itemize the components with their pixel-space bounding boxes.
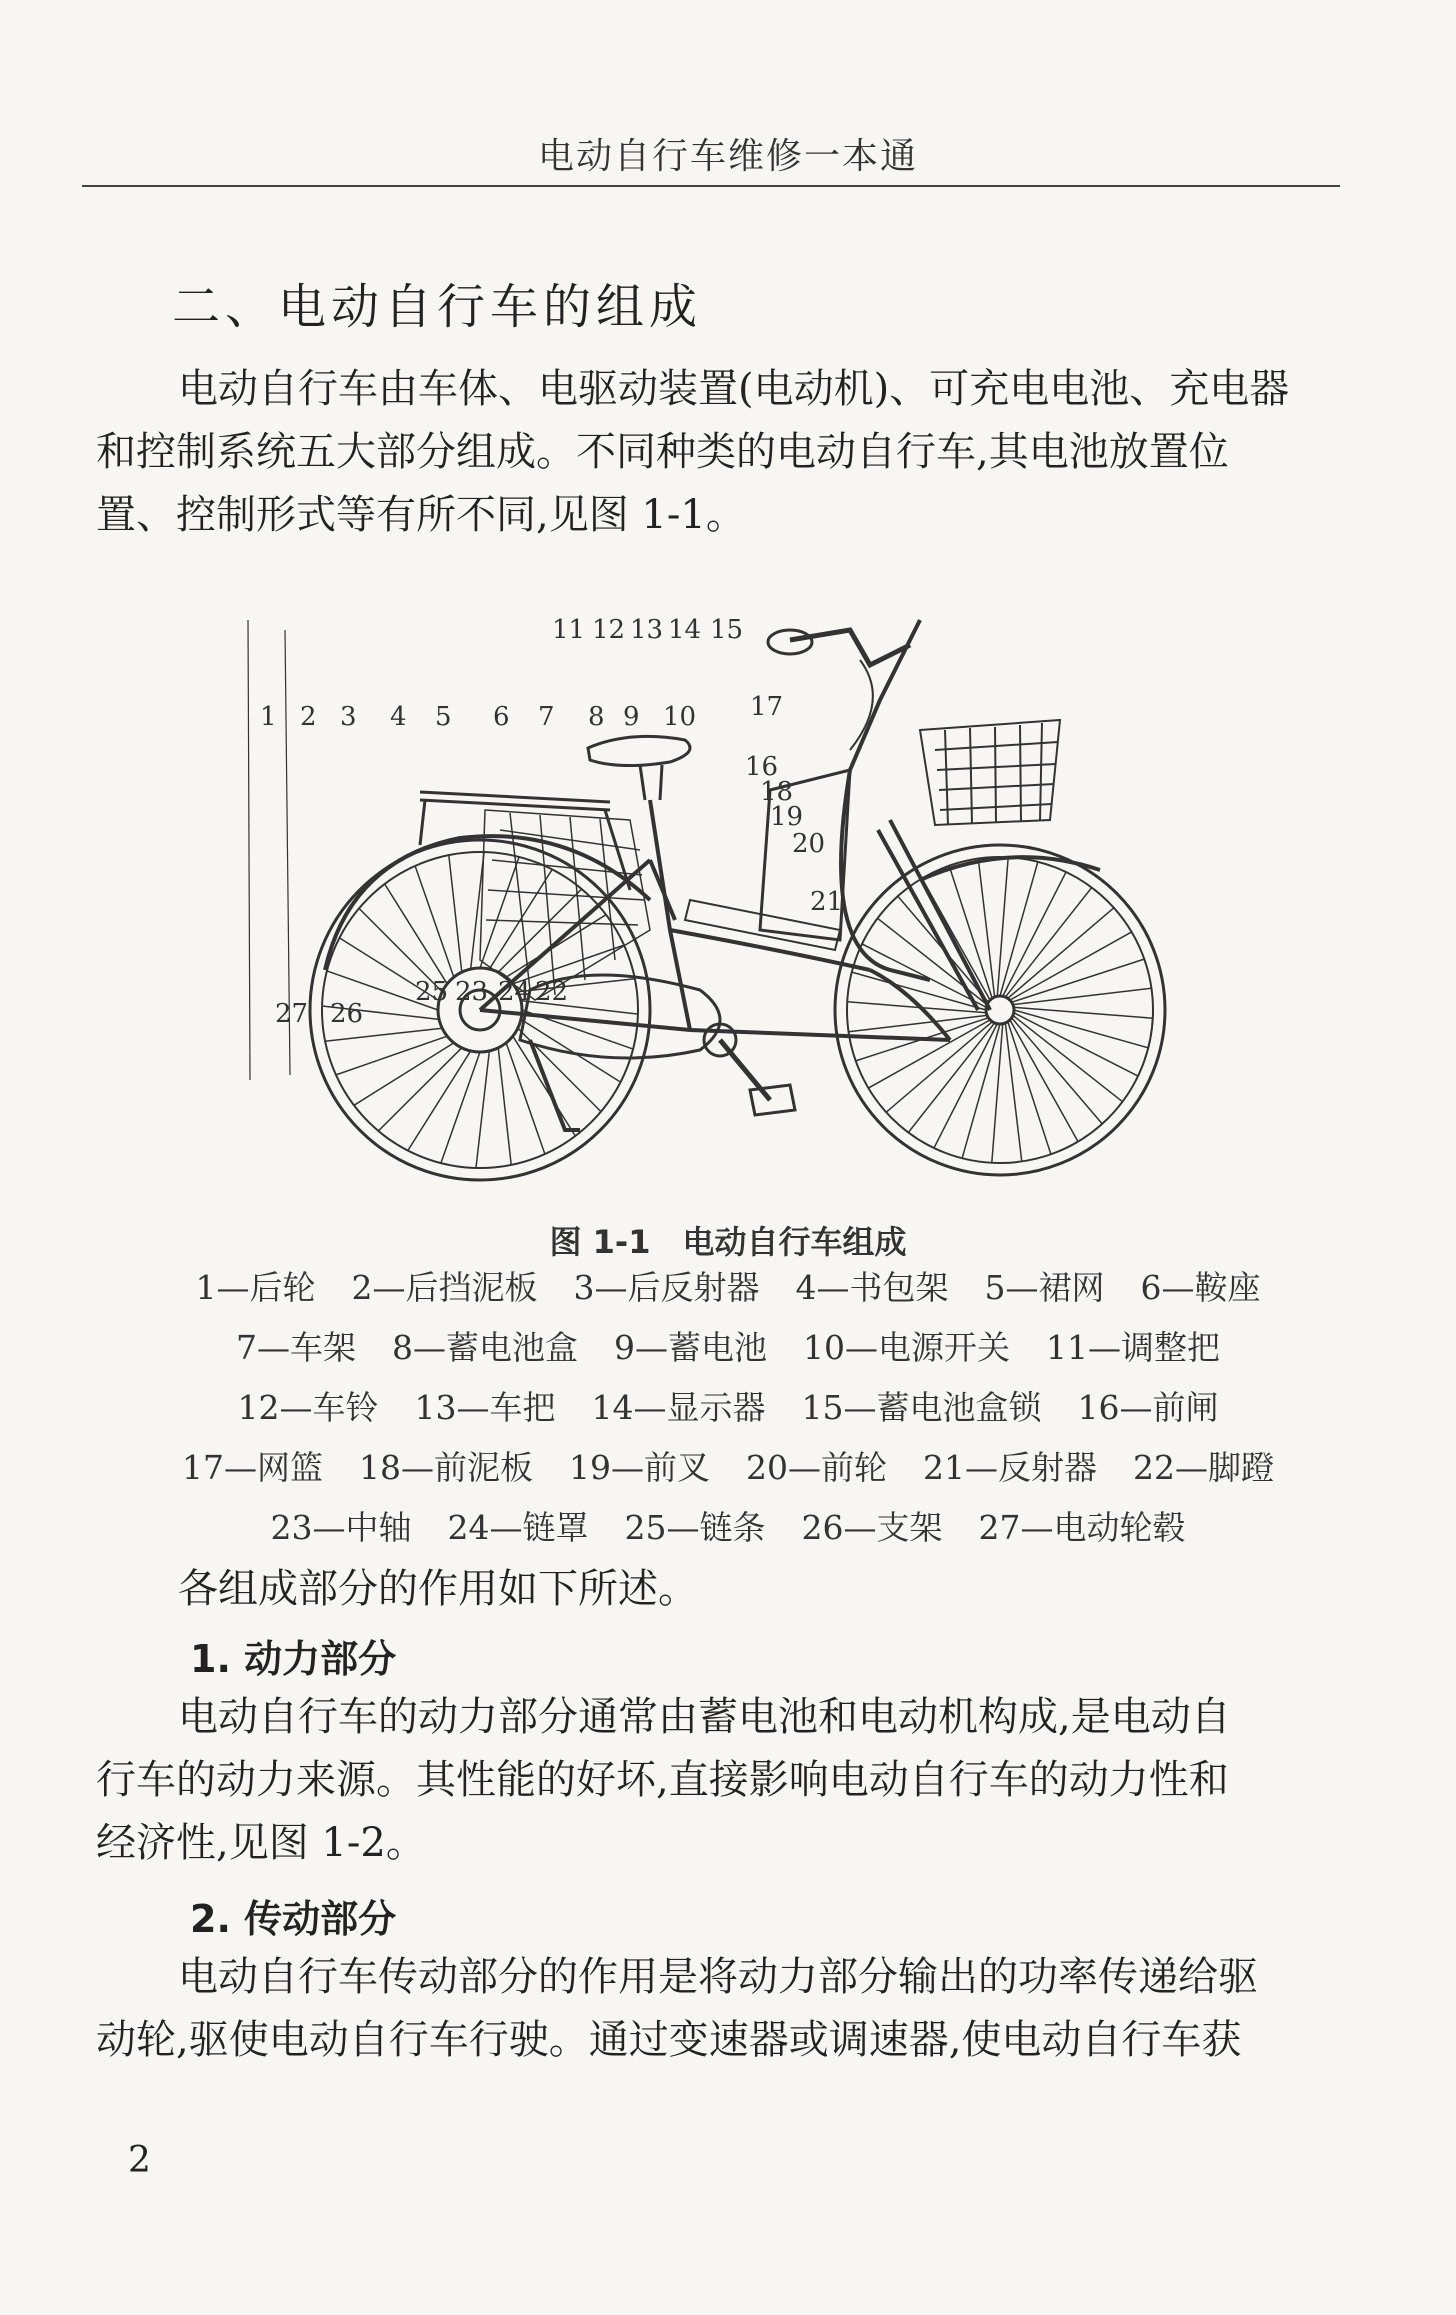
spoke bbox=[886, 1022, 992, 1113]
legend-item: 4—书包架 bbox=[795, 1268, 949, 1307]
callout-label: 6 bbox=[493, 702, 510, 732]
spoke bbox=[1012, 1018, 1103, 1124]
legend-item: 25—链条 bbox=[624, 1508, 766, 1547]
legend-item: 20—前轮 bbox=[746, 1448, 887, 1487]
legend-item: 2—后挡泥板 bbox=[351, 1268, 538, 1307]
spoke bbox=[868, 1020, 990, 1088]
legend-item: 9—蓄电池 bbox=[614, 1328, 767, 1367]
callout-label: 5 bbox=[435, 702, 452, 732]
callout-numbers bbox=[260, 615, 843, 1029]
figure-caption: 图 1-1 电动自行车组成 bbox=[549, 1223, 907, 1261]
callout-label: 18 bbox=[760, 777, 794, 807]
spoke bbox=[441, 1052, 480, 1163]
page-number: 2 bbox=[128, 2140, 151, 2181]
legend-item: 10—电源开关 bbox=[803, 1328, 1010, 1367]
callout-label: 14 bbox=[668, 615, 702, 645]
callout-label: 15 bbox=[710, 615, 744, 645]
spoke bbox=[385, 884, 447, 984]
spoke bbox=[1014, 1013, 1138, 1076]
running-header: 电动自行车维修一本通 bbox=[537, 136, 918, 177]
legend-item: 21—反射器 bbox=[923, 1448, 1097, 1487]
callout-label: 23 bbox=[455, 977, 489, 1007]
callout-label: 12 bbox=[592, 615, 626, 645]
spoke bbox=[978, 859, 994, 998]
spoke bbox=[498, 1048, 511, 1165]
spoke bbox=[449, 855, 462, 972]
sub1-line: 电动自行车的动力部分通常由蓄电池和电动机构成,是电动自 bbox=[178, 1694, 1231, 1740]
spoke bbox=[1008, 1022, 1051, 1155]
legend-item: 19—前叉 bbox=[569, 1448, 710, 1487]
intro-line: 电动自行车由车体、电驱动装置(电动机)、可充电电池、充电器 bbox=[178, 366, 1290, 412]
section-title: 二、电动自行车的组成 bbox=[172, 279, 703, 335]
sub2-paragraph bbox=[96, 1946, 1356, 2072]
callout-label: 26 bbox=[330, 999, 364, 1029]
legend-item: 11—调整把 bbox=[1046, 1328, 1220, 1367]
legend-item: 23—中轴 bbox=[270, 1508, 412, 1547]
intro-paragraph bbox=[96, 358, 1356, 547]
callout-label: 1 bbox=[260, 702, 277, 732]
legend-item: 12—车铃 bbox=[237, 1388, 379, 1427]
callout-label: 13 bbox=[630, 615, 664, 645]
legend-item: 17—网篮 bbox=[182, 1448, 323, 1487]
saddle bbox=[588, 736, 690, 800]
spoke bbox=[1008, 908, 1114, 999]
callout-label: 19 bbox=[770, 802, 804, 832]
sub1-line: 经济性,见图 1-2。 bbox=[96, 1820, 426, 1866]
legend-row bbox=[0, 1498, 1456, 1558]
spoke bbox=[1010, 1020, 1078, 1142]
legend-row bbox=[0, 1318, 1456, 1378]
callout-label: 2 bbox=[300, 702, 317, 732]
callout-label: 10 bbox=[663, 702, 697, 732]
spoke bbox=[949, 866, 992, 999]
sub1-paragraph bbox=[96, 1686, 1356, 1875]
intro-line: 和控制系统五大部分组成。不同种类的电动自行车,其电池放置位 bbox=[96, 429, 1229, 475]
handlebar bbox=[768, 630, 910, 750]
spoke bbox=[415, 866, 454, 977]
spoke bbox=[378, 1048, 461, 1131]
spoke bbox=[1013, 988, 1152, 1004]
callout-label: 4 bbox=[390, 702, 407, 732]
figure-legend bbox=[0, 1258, 1456, 1558]
sub2-line: 电动自行车传动部分的作用是将动力部分输出的功率传递给驱 bbox=[178, 1954, 1258, 2000]
callout-label: 3 bbox=[340, 702, 357, 732]
intro-line: 置、控制形式等有所不同,见图 1-1。 bbox=[96, 492, 746, 538]
callout-label: 22 bbox=[535, 977, 569, 1007]
legend-item: 27—电动轮毂 bbox=[978, 1508, 1186, 1547]
callout-label: 17 bbox=[750, 692, 784, 722]
sub1-line: 行车的动力来源。其性能的好坏,直接影响电动自行车的动力性和 bbox=[96, 1757, 1229, 1803]
spoke bbox=[1003, 872, 1066, 996]
spoke bbox=[1005, 1023, 1021, 1162]
callout-label: 24 bbox=[498, 977, 532, 1007]
spoke bbox=[1012, 959, 1145, 1002]
after-legend-text bbox=[96, 1558, 1356, 1621]
spoke bbox=[336, 1036, 447, 1075]
callout-label: 9 bbox=[623, 702, 640, 732]
after-legend-line: 各组成部分的作用如下所述。 bbox=[178, 1566, 698, 1612]
legend-item: 8—蓄电池盒 bbox=[392, 1328, 578, 1367]
callout-label: 7 bbox=[538, 702, 555, 732]
spoke bbox=[354, 1043, 454, 1105]
bicycle-diagram bbox=[230, 570, 1230, 1190]
legend-item: 16—前闸 bbox=[1077, 1388, 1219, 1427]
legend-item: 1—后轮 bbox=[195, 1268, 316, 1307]
basket bbox=[920, 720, 1060, 825]
spoke bbox=[325, 1028, 442, 1041]
callout-label: 27 bbox=[275, 999, 309, 1029]
sub1-title: 1. 动力部分 bbox=[190, 1637, 397, 1681]
legend-item: 14—显示器 bbox=[591, 1388, 766, 1427]
callout-label: 8 bbox=[588, 702, 605, 732]
spoke bbox=[1010, 932, 1132, 1000]
callout-label: 25 bbox=[415, 977, 449, 1007]
spoke bbox=[480, 857, 519, 968]
spoke bbox=[476, 1051, 489, 1168]
legend-item: 6—鞍座 bbox=[1140, 1268, 1261, 1307]
callout-label: 11 bbox=[552, 615, 586, 645]
spoke bbox=[934, 1024, 997, 1148]
legend-item: 5—裙网 bbox=[984, 1268, 1105, 1307]
legend-row bbox=[0, 1258, 1456, 1318]
legend-item: 3—后反射器 bbox=[573, 1268, 760, 1307]
sub2-line: 动轮,驱使电动自行车行驶。通过变速器或调速器,使电动自行车获 bbox=[96, 2017, 1242, 2063]
callout-label: 20 bbox=[792, 829, 826, 859]
spoke bbox=[849, 1015, 988, 1031]
legend-item: 15—蓄电池盒锁 bbox=[801, 1388, 1042, 1427]
header-rule bbox=[82, 185, 1340, 187]
legend-item: 18—前泥板 bbox=[359, 1448, 533, 1487]
legend-item: 26—支架 bbox=[801, 1508, 943, 1547]
legend-item: 24—链罩 bbox=[447, 1508, 589, 1547]
legend-item: 22—脚蹬 bbox=[1133, 1448, 1274, 1487]
legend-row bbox=[0, 1378, 1456, 1438]
legend-item: 13—车把 bbox=[414, 1388, 556, 1427]
sub2-title: 2. 传动部分 bbox=[190, 1897, 397, 1941]
legend-row bbox=[0, 1438, 1456, 1498]
callout-label: 16 bbox=[745, 752, 779, 782]
front-wheel bbox=[835, 845, 1165, 1175]
legend-item: 7—车架 bbox=[236, 1328, 356, 1367]
callout-label: 21 bbox=[810, 887, 844, 917]
